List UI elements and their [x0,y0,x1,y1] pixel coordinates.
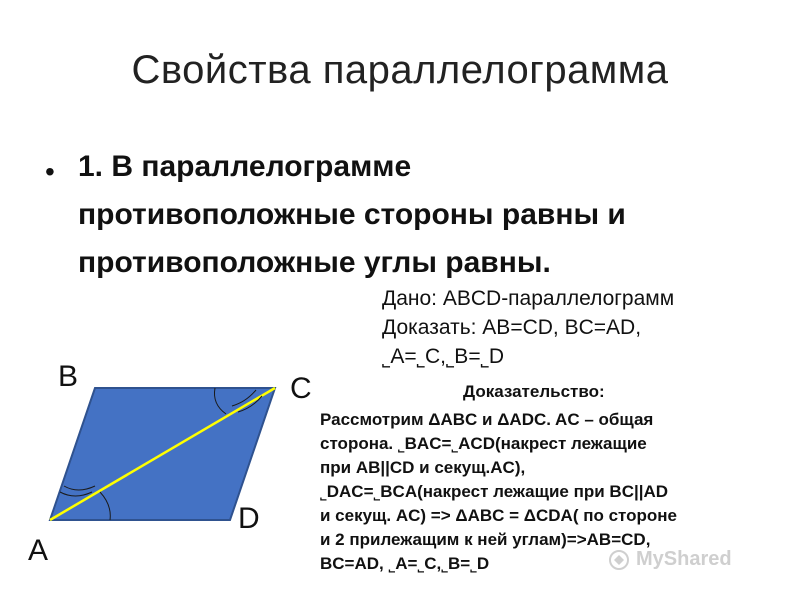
statement-line: противоположные углы равны. [78,246,551,279]
proof-line: Рассмотрим ΔABC и ΔADC. AC – общая [320,410,654,429]
given-block [382,284,792,371]
slide-title: Свойства параллелограмма [131,48,669,92]
watermark-logo-icon [608,549,630,571]
given-line: ˾A=˾C,˾B=˾D [382,345,505,368]
vertex-label-c: C [290,372,312,405]
statement-line: противоположные стороны равны и [78,198,626,231]
given-line: Доказать: AB=CD, BC=AD, [382,316,642,339]
proof-line: сторона. ˾BAC=˾ACD(накрест лежащие [320,434,647,453]
parallelogram-figure [0,350,320,600]
proof-line: BC=AD, ˾A=˾C,˾B=˾D [320,554,490,573]
theorem-statement [78,143,778,287]
given-line: Дано: ABCD-параллелограмм [382,287,675,310]
proof-line: при AB||CD и секущ.AC), [320,458,526,477]
watermark [608,548,768,571]
proof-heading: Доказательство: [463,382,605,401]
proof-line: и 2 прилежащим к ней углам)=>AB=CD, [320,530,651,549]
statement-line: 1. В параллелограмме [78,150,412,183]
vertex-label-b: B [58,360,79,393]
bullet-marker: • [45,156,55,187]
proof-line: и секущ. AC) => ΔABC = ΔCDA( по стороне [320,506,678,525]
proof-line: ˾DAC=˾BCA(накрест лежащие при BC||AD [320,482,669,501]
vertex-label-d: D [238,502,260,535]
vertex-label-a: A [28,534,49,567]
watermark-text: MyShared [636,548,732,570]
